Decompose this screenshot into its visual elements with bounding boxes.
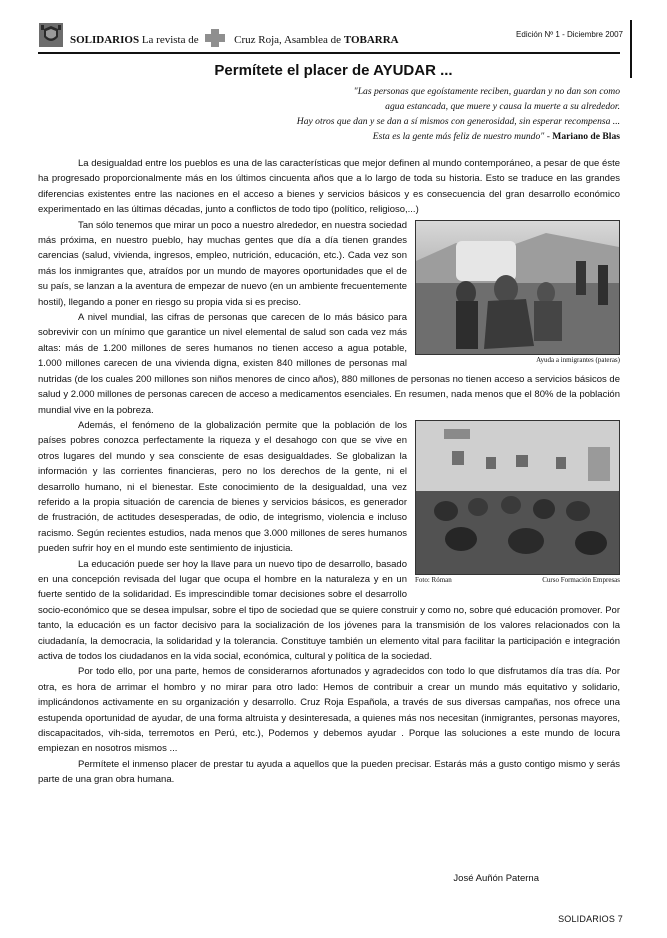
header-rule bbox=[38, 52, 620, 54]
quote-line-last bbox=[200, 129, 620, 144]
figure-caption: Ayuda a inmigrantes (pateras) bbox=[536, 355, 620, 364]
quote-author: Mariano de Blas bbox=[552, 131, 620, 142]
photo-course bbox=[415, 420, 620, 575]
paragraph-7: Permítete el inmenso placer de prestar tu ayuda a aquellos que la pueden precisar. Estarás más a gusto contigo mismo y serás parte de una gran obra humana. bbox=[38, 758, 620, 786]
epigraph-quote bbox=[200, 84, 620, 144]
paragraph-4: Además, el fenómeno de la globalización permite que la población de los países pobres conozca perfectamente la riqueza y el desahogo con que se vive en otros lugares del mundo y sea consciente de esas desigualdades. Se globalizan la información y las corrientes financieras, pero no los derechos de la gente, ni el desarrollo humano, ni el bienestar. Este conocimiento de la desigualdad, una vez referido a la propia situación de carencia de bienes y servicios básicos, es generador de frustración, de actitudes desesperadas, de odio, de integrismo, violencia e incluso racismo. Según recientes estudios, nada menos que 3.000 millones de seres humanos pueden sufrir hoy en el mundo este sentimiento de injusticia. bbox=[38, 419, 407, 555]
header-org: Cruz Roja, Asamblea de bbox=[234, 34, 342, 46]
paragraph-1: La desigualdad entre los pueblos es una de las características que mejor definen al mundo contemporáneo, a pesar de que éste ha progresado proporcionalmente más en los últimos cincuenta años que a lo largo de toda su historia. Esto se traduce en las grandes diferencias existentes entre las naciones en el acceso a bienes y servicios básicos y es consecuencia del gran desarrollo económico experimentado en las últimas décadas, junto a conflictos de todo tipo (político, religioso,...) bbox=[38, 158, 620, 216]
photo-immigrants bbox=[415, 220, 620, 355]
quote-line: Hay otros que dan y se dan a sí mismos con generosidad, sin esperar recompensa ... bbox=[296, 116, 620, 127]
header-middle: La revista de bbox=[141, 34, 199, 46]
paragraph-3: A nivel mundial, las cifras de personas que carecen de lo más básico para sobrevivir con un mínimo que garantice un nivel elemental de salud son cada vez más altas: más de 1.200 millones de seres humanos no tienen acceso a agua potable, 1.000 millones carecen de una vivienda digna, existen 840 millones de personas mal nutridas (de los cuales 200 millones son niños menores de cinco años), 880 millones de personas no tienen acceso a servicios básicos de salud y 2.000 millones de personas carecen de acceso a medicamentos esenciales. En resumen, nada menos que el 80% de la población mundial vive en la pobreza. bbox=[38, 312, 620, 416]
page-number: 7 bbox=[617, 914, 623, 924]
quote-line: agua estancada, que muere y causa la muerte a su alrededor. bbox=[385, 101, 620, 112]
photo-credit: Foto: Róman bbox=[415, 575, 452, 584]
header-town: TOBARRA bbox=[343, 34, 399, 46]
quote-line: Esta es la gente más feliz de nuestro mundo" - bbox=[372, 131, 550, 142]
author-signature: José Auñón Paterna bbox=[453, 873, 539, 884]
tobarra-coat-of-arms-icon bbox=[38, 22, 64, 48]
quote-line: "Las personas que egoístamente reciben, guardan y no dan son como bbox=[353, 86, 620, 97]
paragraph-5: La educación puede ser hoy la llave para un nuevo tipo de desarrollo, basado en una concepción revisada del lugar que ocupa el hombre en la naturaleza y en un fuerte sentido de la solidaridad. Es imprescindible tomar decisiones sobre el desarrollo socio-económico que se desea impulsar, sobre el tipo de sociedad que se quiere construir y como no, sobre qué educación promover. Por tanto, la educación es un factor decisivo para la socialización de los jóvenes para la transmisión de los valores relacionados con la ciudadanía, la democracia, la solidaridad y la tolerancia. Constituye también un elemento vital para facilitar la participación e integración activa de todos los ciudadanos en la vida social, económica, cultural y política de la sociedad. bbox=[38, 558, 620, 662]
photo-course-shapes bbox=[416, 421, 619, 574]
magazine-name: SOLIDARIOS bbox=[70, 34, 140, 46]
article-title: Permítete el placer de AYUDAR ... bbox=[214, 62, 453, 79]
edition-info: Edición Nº 1 - Diciembre 2007 bbox=[516, 30, 623, 39]
figure-caption-row bbox=[415, 575, 620, 586]
paragraph-6: Por todo ello, por una parte, hemos de considerarnos afortunados y agradecidos con todo lo que disfrutamos día tras día. Por otra, es hora de arrimar el hombro y no mirar para otro lado: Hemos de contribuir a crear un mundo más equitativo y solidario, implicándonos activamente en su organización y desarrollo. Cruz Roja Española, a través de sus diversas campañas, nos ofrece una estupenda oportunidad de ayudar, de una forma altruista y desinteresada, a quienes más nos necesitan (inmigrantes, personas mayores, discapacitados, vih-sida, terremotos en Perú, etc.), Podemos y debemos ayudar . Porque las soluciones a este mundo de locura empiezan en nosotros mismos ... bbox=[38, 666, 620, 755]
figure-course bbox=[415, 420, 620, 586]
red-cross-icon bbox=[205, 29, 225, 47]
figure-immigrants bbox=[415, 220, 620, 366]
article-body bbox=[38, 156, 620, 788]
photo-immigrants-shapes bbox=[416, 221, 619, 354]
header-title bbox=[70, 29, 399, 47]
figure-caption: Curso Formación Empresas bbox=[542, 575, 620, 584]
paragraph-2: Tan sólo tenemos que mirar un poco a nuestro alrededor, en nuestra sociedad más próxima, en nuestro pueblo, hay muchas gentes que día a día tienen grandes carencias (salud, vivienda, ingresos, empleo, nutrición, educación, etc.). Cada vez son más los inmigrantes que, atraídos por un mundo de mayores oportunidades que el de su país, se lanzan a la aventura de empezar de nuevo (en un ambiente frecuentemente hostil), llegando a poner en riesgo su propia vida si es preciso. bbox=[38, 219, 408, 308]
page-footer bbox=[558, 914, 623, 924]
page-header bbox=[38, 22, 623, 48]
footer-magazine: SOLIDARIOS bbox=[558, 914, 616, 924]
